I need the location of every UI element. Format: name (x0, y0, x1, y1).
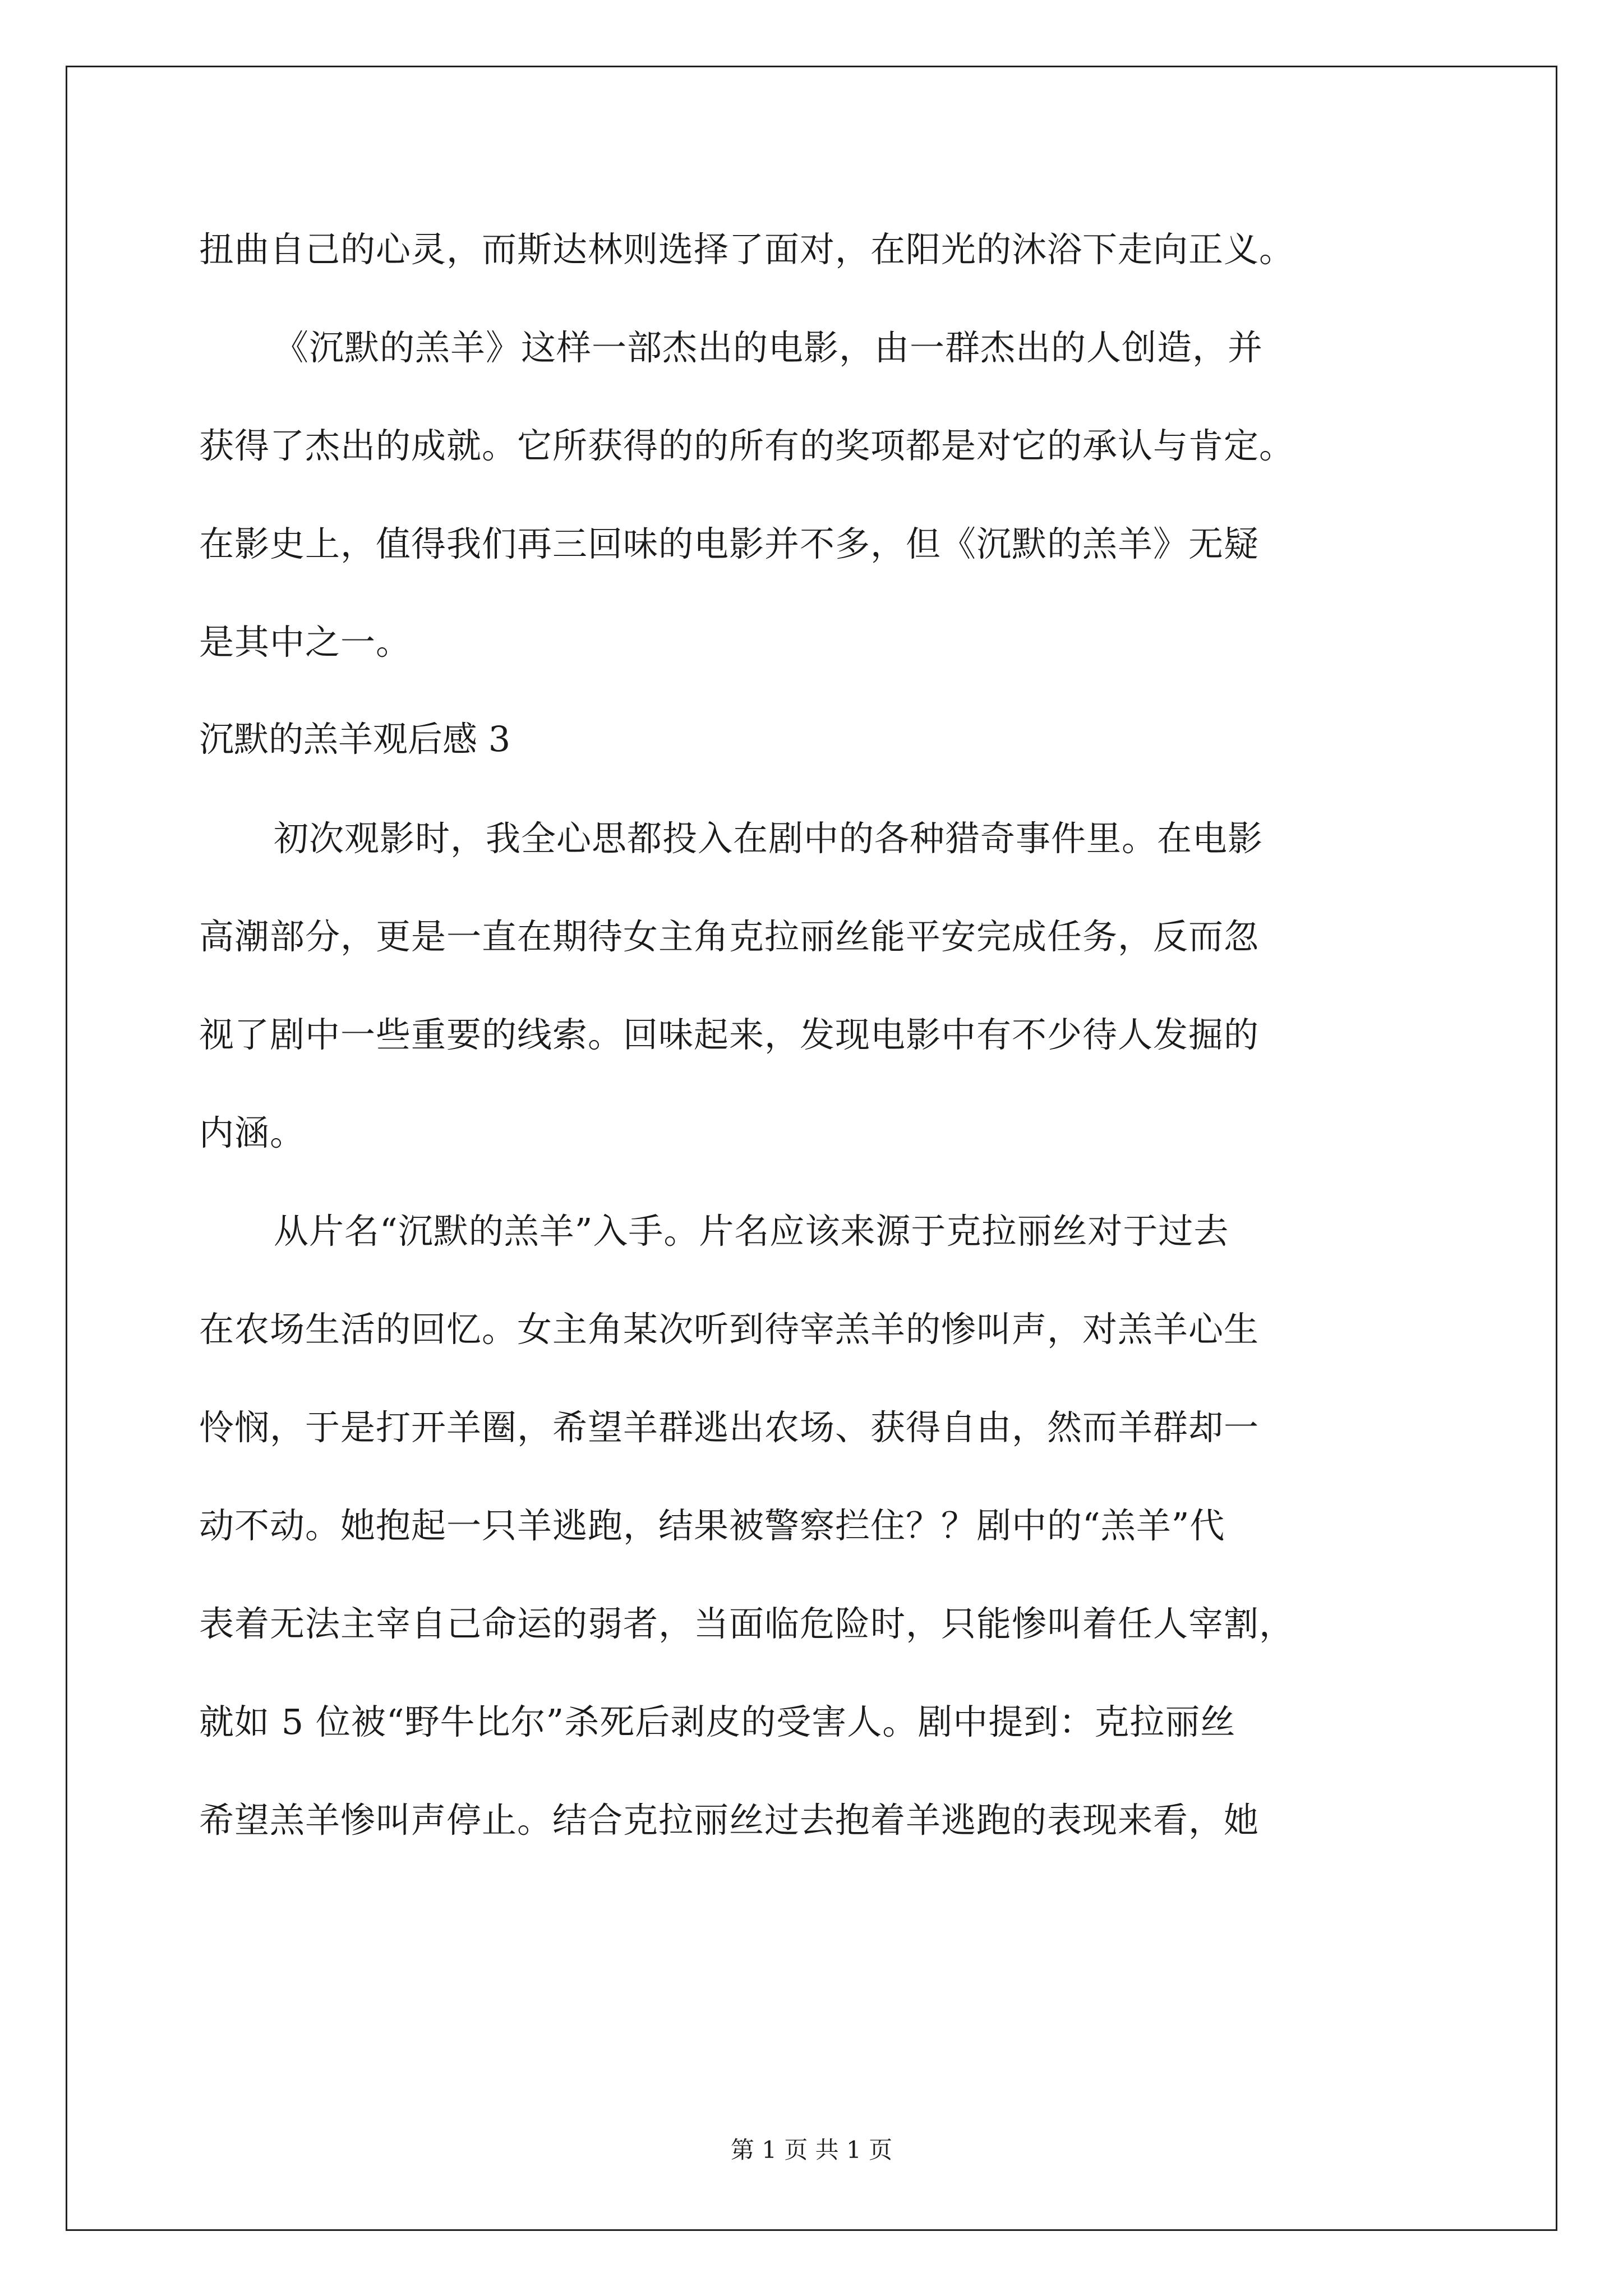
section-heading: 沉默的羔羊观后感 3 (199, 719, 511, 760)
text-line-14: 动不动。她抱起一只羊逃跑，结果被警察拦住？？剧中的“羔羊”代 (199, 1505, 1225, 1546)
page-footer: 第 1 页 共 1 页 (730, 2136, 893, 2164)
text-line-1: 扭曲自己的心灵，而斯达林则选择了面对，在阳光的沐浴下走向正义。 (199, 229, 1295, 270)
text-line-5: 是其中之一。 (199, 622, 412, 662)
text-line-2: 《沉默的羔羊》这样一部杰出的电影，由一群杰出的人创造，并 (274, 327, 1264, 368)
text-line-8: 高潮部分，更是一直在期待女主角克拉丽丝能平安完成任务，反而忽 (199, 916, 1260, 957)
text-line-16: 就如 5 位被“野牛比尔”杀死后剥皮的受害人。剧中提到：克拉丽丝 (199, 1701, 1236, 1742)
text-line-7: 初次观影时，我全心思都投入在剧中的各种猎奇事件里。在电影 (274, 818, 1264, 859)
text-line-9: 视了剧中一些重要的线索。回味起来，发现电影中有不少待人发掘的 (199, 1014, 1260, 1055)
text-line-4: 在影史上，值得我们再三回味的电影并不多，但《沉默的羔羊》无疑 (199, 523, 1260, 564)
text-line-3: 获得了杰出的成就。它所获得的的所有的奖项都是对它的承认与肯定。 (199, 425, 1295, 466)
text-line-15: 表着无法主宰自己命运的弱者，当面临危险时，只能惨叫着任人宰割， (199, 1603, 1295, 1644)
text-line-17: 希望羔羊惨叫声停止。结合克拉丽丝过去抱着羊逃跑的表现来看，她 (199, 1800, 1260, 1841)
text-line-12: 在农场生活的回忆。女主角某次听到待宰羔羊的惨叫声，对羔羊心生 (199, 1309, 1260, 1350)
text-line-11: 从片名“沉默的羔羊”入手。片名应该来源于克拉丽丝对于过去 (274, 1211, 1229, 1251)
text-line-10: 内涵。 (199, 1112, 306, 1153)
text-line-13: 怜悯，于是打开羊圈，希望羊群逃出农场、获得自由，然而羊群却一 (199, 1407, 1260, 1448)
